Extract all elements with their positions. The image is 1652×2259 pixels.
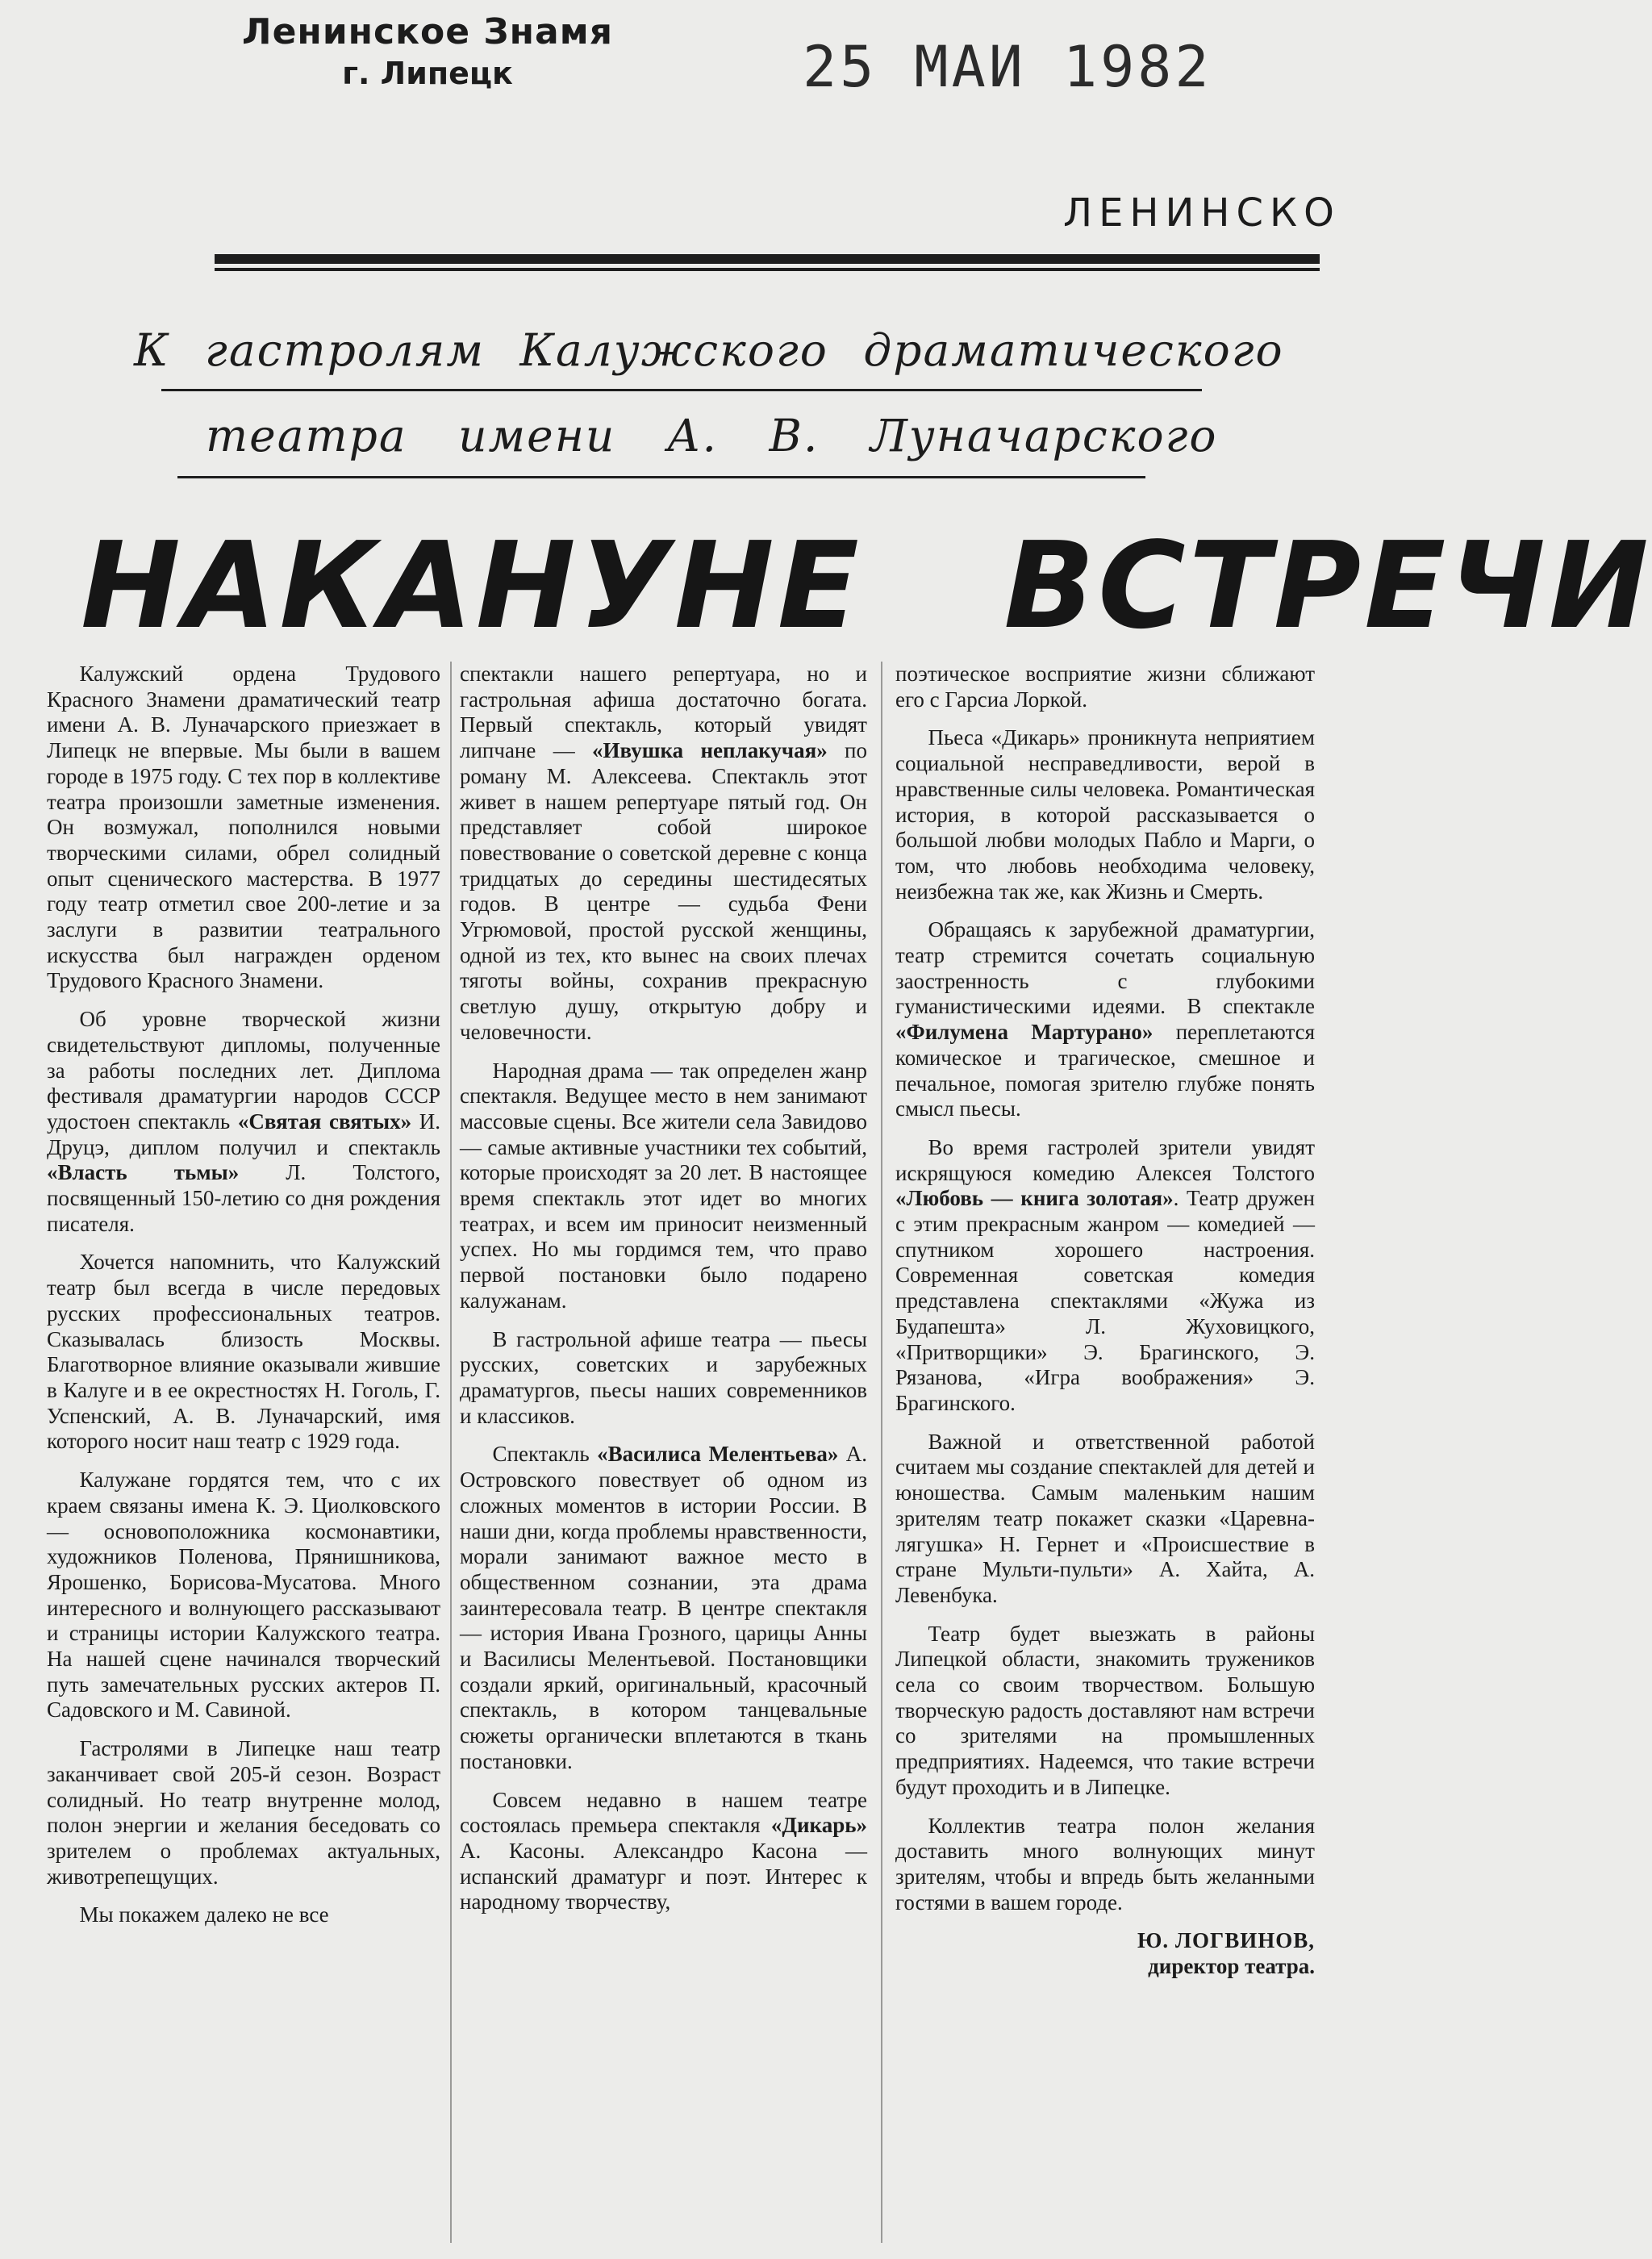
paragraph: Важной и ответственной работой считаем мы создание спектаклей для детей и юношества. Самым маленьким нашим зрителям театр покажет сказки «Царевна-лягушка» Н. Гернет и «Происшествие в стране Мульти-пульти» А. Хайта, А. Левенбука. [895,1429,1315,1607]
paragraph: Коллектив театра полон желания доставить много волнующих минут зрителям, чтобы и впредь быть желанными гостями в вашем городе. [895,1813,1315,1915]
paragraph: Театр будет выезжать в районы Липецкой области, знакомить тружеников села со своим творчеством. Большую творческую радость доставляют нам встречи со зрителями на промышленных предприятиях. Надеемся, что такие встречи будут проходить и в Липецке. [895,1621,1315,1799]
author-signature [895,1928,1315,1979]
masthead-rule-thin [215,268,1320,271]
kicker-rule-2 [177,476,1145,478]
paragraph: Об уровне творческой жизни свидетельствуют дипломы, полученные за работы последних лет. Диплома фестиваля драматургии народов СССР удостоен спектакль «Святая святых» И. Друцэ, диплом получил и спектакль «Власть тьмы» Л. Толстого, посвященный 150-летию со дня рождения писателя. [47,1007,440,1236]
stamp-paper-name: Ленинское Знамя [242,11,613,52]
article-headline: НАКАНУНЕ ВСТРЕЧИ [81,516,1652,655]
paragraph: Обращаясь к зарубежной драматургии, театр стремится сочетать социальную заостренность с глубокими гуманистическими идеями. В спектакле «Филумена Мартурано» переплетаются комическое и трагическое, смешное и печальное, помогая зрителю глубже понять смысл пьесы. [895,917,1315,1121]
paragraph: Совсем недавно в нашем театре состоялась премьера спектакля «Дикарь» А. Касоны. Александро Касона — испанский драматург и поэт. Интерес к народному творчеству, [460,1787,867,1915]
paragraph: поэтическое восприятие жизни сближают его с Гарсиа Лоркой. [895,662,1315,712]
paragraph: Гастролями в Липецке наш театр заканчивает свой 205-й сезон. Возраст солидный. Но театр внутренне молод, полон энергии и желания беседовать со зрителем о проблемах актуальных, животрепещущих. [47,1736,440,1889]
paragraph: спектакли нашего репертуара, но и гастрольная афиша достаточно богата. Первый спектакль, который увидят липчане — «Ивушка неплакучая» по роману М. Алексеева. Спектакль этот живет в нашем репертуаре пятый год. Он представляет собой широкое повествование о советской деревне с конца тридцатых до середины шестидесятых годов. В центре — судьба Фени Угрюмовой, простой русской женщины, одной из тех, кто вынес на своих плечах тяготы войны, сохранив прекрасную светлую душу, открытую добру и человечности. [460,662,867,1044]
masthead-rule [215,254,1320,264]
kicker-line-2: театра имени А. В. Луначарского [206,410,1218,461]
paragraph: Во время гастролей зрители увидят искрящуюся комедию Алексея Толстого «Любовь — книга золотая». Театр дружен с этим прекрасным жанром — комедией — спутником хорошего настроения. Современная советская комедия представлена спектаклями «Жужа из Будапешта» Л. Жуховицкого, «Притворщики» Э. Брагинского, Э. Рязанова, «Игра воображения» Э. Брагинского. [895,1134,1316,1415]
masthead-fragment: ЛЕНИНСКО [1063,190,1341,236]
article-column-1 [47,662,440,2243]
kicker-rule-1 [161,389,1202,391]
stamp-city: г. Липецк [342,56,513,91]
paragraph: В гастрольной афише театра — пьесы русских, советских и зарубежных драматургов, пьесы наших современников и классиков. [460,1326,867,1428]
paragraph: Хочется напомнить, что Калужский театр был всегда в числе передовых русских профессиональных театров. Сказывалась близость Москвы. Благотворное влияние оказывали жившие в Калуге и в ее окрестностях Н. Гоголь, Г. Успенский, А. В. Луначарский, имя которого носит наш театр с 1929 года. [47,1250,440,1454]
paragraph: Спектакль «Василиса Мелентьева» А. Островского повествует об одном из сложных моментов в истории России. В наши дни, когда проблемы нравственности, морали занимают важное место в общественном сознании, эта драма заинтересовала театр. В центре спектакля — история Ивана Грозного, царицы Анны и Василисы Мелентьевой. Постановщики создали яркий, оригинальный, красочный спектакль, в котором танцевальные сюжеты органически вплетаются в ткань постановки. [460,1442,867,1773]
clipping-stamp [242,11,613,91]
paragraph: Калужский ордена Трудового Красного Знамени драматический театр имени А. В. Луначарского приезжает в Липецк не впервые. Мы были в вашем городе в 1975 году. С тех пор в коллективе театра произошли заметные изменения. Он возмужал, пополнился новыми творческими силами, обрел солидный опыт сценического мастерства. В 1977 году театр отметил свое 200-летие и за заслуги в развитии театрального искусства был награжден орденом Трудового Красного Знамени. [47,662,440,993]
column-divider [881,662,882,2243]
paragraph: Пьеса «Дикарь» проникнута неприятием социальной несправедливости, верой в нравственные силы человека. Романтическая история, в которой рассказывается о большой любви молодых Пабло и Марги, о том, что любовь необходима человеку, неизбежна так же, как Жизнь и Смерть. [895,725,1315,904]
column-divider [450,662,452,2243]
stamp-date: 25 МАИ 1982 [803,34,1212,100]
kicker-line-1: К гастролям Калужского драматического [134,324,1284,376]
article-column-3 [895,662,1315,2243]
author-position: директор театра. [1148,1954,1315,1979]
paragraph: Калужане гордятся тем, что с их краем связаны имена К. Э. Циолковского — основоположника космонавтики, художников Поленова, Прянишникова, Ярошенко, Борисова-Мусатова. Много интересного и волнующего рассказывают и страницы истории Калужского театра. На нашей сцене начинался творческий путь замечательных русских актеров П. Садовского и М. Савиной. [47,1468,440,1722]
article-column-2 [460,662,867,2243]
author-name: Ю. ЛОГВИНОВ, [1137,1928,1315,1953]
paragraph: Народная драма — так определен жанр спектакля. Ведущее место в нем занимают массовые сцены. Все жители села Завидово — самые активные участники тех событий, которые происходят за 20 лет. В настоящее время спектакль этот идет во многих театрах, и всем им приносит неизменный успех. Но мы гордимся тем, что право первой постановки было подарено калужанам. [460,1058,867,1313]
paragraph: Мы покажем далеко не все [79,1902,329,1927]
